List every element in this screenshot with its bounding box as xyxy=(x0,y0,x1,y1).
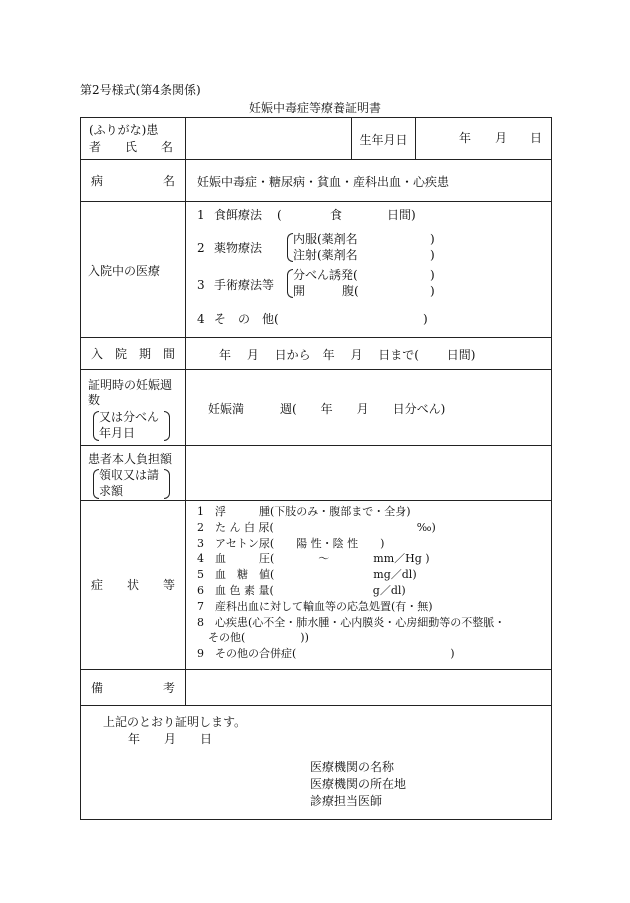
symptoms-row xyxy=(81,501,552,670)
period-value: 年 月 日から 年 月 日まで( 日間) xyxy=(219,348,476,362)
institution-address-label: 医療機関の所在地 xyxy=(310,777,407,791)
remarks-label: 備 考 xyxy=(91,680,175,695)
symptoms-label-cell xyxy=(81,501,186,670)
burden-row xyxy=(81,446,552,501)
patient-name-label: 者 氏 名 xyxy=(89,140,173,154)
pregnancy-label-cell: 証明時の妊娠週 数 又は分べん 年月日 xyxy=(81,370,186,446)
remarks-input[interactable] xyxy=(186,670,552,706)
period-row xyxy=(81,338,552,370)
birth-date-label: 生年月日 xyxy=(359,133,408,147)
burden-value-cell[interactable] xyxy=(186,446,552,501)
patient-name-row xyxy=(81,118,552,160)
disease-value: 妊娠中毒症・糖尿病・貧血・産科出血・心疾患 xyxy=(197,175,450,189)
symptoms-label: 症 状 等 xyxy=(91,578,175,592)
period-value-cell[interactable] xyxy=(186,338,552,370)
disease-value-cell[interactable] xyxy=(186,160,552,202)
form-number: 第2号様式(第4条関係) xyxy=(80,83,201,97)
symptom-item: 5 血 糖 値( mg／dl) xyxy=(197,568,417,582)
certificate-form-table xyxy=(80,117,552,820)
treatment-row xyxy=(81,202,552,338)
certification-cell xyxy=(81,706,552,820)
pregnancy-value-cell[interactable] xyxy=(186,370,552,446)
burden-label-cell: 患者本人負担額 領収又は請 求額 xyxy=(81,446,186,501)
institution-name-label: 医療機関の名称 xyxy=(310,760,395,774)
symptoms-list xyxy=(197,505,505,663)
symptom-item: 8 心疾患(心不全・肺水腫・心内膜炎・心房細動等の不整脈・ xyxy=(197,615,506,629)
symptom-item: 9 その他の合併症( ) xyxy=(197,647,455,661)
disease-label: 病 名 xyxy=(91,173,175,188)
pregnancy-value: 妊娠満 週( 年 月 日分べん) xyxy=(208,402,446,416)
treatment-label-cell xyxy=(81,202,186,338)
remarks-row xyxy=(81,670,552,706)
pregnancy-row xyxy=(81,370,552,446)
treatment-label: 入院中の医療 xyxy=(88,264,161,278)
furigana-label: (ふりがな)患 xyxy=(89,123,159,137)
symptom-item: 3 アセトン尿( 陽 性・陰 性 ) xyxy=(197,536,385,550)
symptom-item: 4 血 圧( ～ mm／Hg ) xyxy=(197,552,430,566)
symptom-item: 6 血 色 素 量( g／dl) xyxy=(197,583,406,597)
treatment-value-cell[interactable]: 1 食餌療法 ( 食 日間) 2 薬物療法 内服(薬剤名 ) 注射(薬剤名 ) 3 手術療法等 分べん誘発( ) 開 腹( ) 4 そ の 他( ) xyxy=(186,202,552,338)
document-title: 妊娠中毒症等療養証明書 xyxy=(248,101,381,115)
period-label-cell xyxy=(81,338,186,370)
symptom-item: 7 産科出血に対して輸血等の応急処置(有・無) xyxy=(197,599,433,613)
certification-statement: 上記のとおり証明します。 xyxy=(103,715,247,729)
period-label: 入 院 期 間 xyxy=(91,346,175,361)
certification-date[interactable]: 年 月 日 xyxy=(128,732,213,746)
symptom-item: その他( )) xyxy=(197,631,309,645)
symptom-item: 2 た ん 白 尿( ‰) xyxy=(197,520,436,534)
certification-row xyxy=(81,706,552,820)
symptom-item: 1 浮 腫(下肢のみ・腹部まで・全身) xyxy=(197,505,411,518)
patient-name-input[interactable] xyxy=(186,118,352,160)
birth-date-label-cell xyxy=(352,118,416,160)
disease-label-cell xyxy=(81,160,186,202)
remarks-label-cell xyxy=(81,670,186,706)
symptoms-value-cell[interactable] xyxy=(186,501,552,670)
birth-date-input[interactable]: 年 月 日 xyxy=(416,118,552,160)
doctor-label: 診療担当医師 xyxy=(310,794,383,808)
disease-row xyxy=(81,160,552,202)
patient-name-label-cell xyxy=(81,118,186,160)
